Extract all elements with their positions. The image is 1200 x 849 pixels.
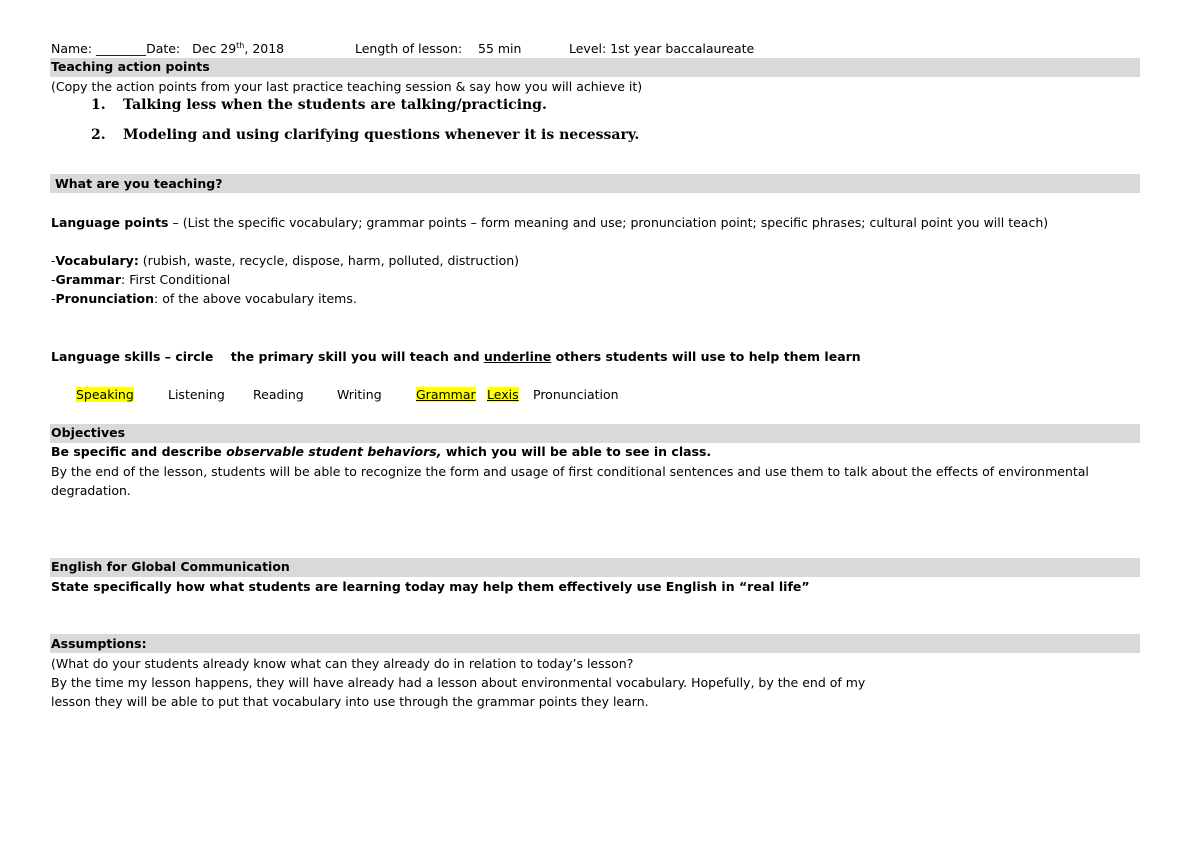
pronunciation-value: : of the above vocabulary items. <box>154 291 357 306</box>
global-title: English for Global Communication <box>51 559 290 574</box>
skill-lexis: Lexis <box>487 387 519 402</box>
pronunciation-label: Pronunciation <box>55 291 155 306</box>
language-points-note: – (List the specific vocabulary; grammar points – form meaning and use; pronunciation point; specific phrases; cultural point you will teach) <box>168 215 1049 230</box>
action-point-item <box>91 127 640 143</box>
action-points-title: Teaching action points <box>51 59 210 74</box>
global-instruction: State specifically how what students are learning today may help them effectively use English in “real life” <box>51 579 810 594</box>
skills-intro-b: others students will use to help them learn <box>551 349 861 364</box>
skill-speaking: Speaking <box>76 387 134 402</box>
objectives-instruction <box>51 444 711 459</box>
date-value: Dec 29 <box>192 41 237 57</box>
skill-reading: Reading <box>253 387 304 402</box>
header-line <box>51 41 284 56</box>
vocabulary-line: -Vocabulary: (rubish, waste, recycle, dispose, harm, polluted, distruction) <box>51 253 520 268</box>
action-point-num: 1. <box>91 97 106 113</box>
vocabulary-label: Vocabulary: <box>55 253 139 268</box>
grammar-value: : First Conditional <box>121 272 231 287</box>
length-value: 55 min <box>478 41 522 56</box>
skill-grammar: Grammar <box>416 387 476 402</box>
level-label: Level: 1st year baccalaureate <box>569 41 755 56</box>
grammar-label: Grammar <box>55 272 122 287</box>
objectives-title: Objectives <box>51 425 126 440</box>
objectives-line-1: By the end of the lesson, students will be able to recognize the form and usage of first conditional sentences and use them to talk about the effects of environmental <box>51 464 1089 479</box>
vocabulary-value: (rubish, waste, recycle, dispose, harm, polluted, distruction) <box>138 253 520 268</box>
teaching-title: What are you teaching? <box>55 176 223 191</box>
language-points-line <box>51 215 1048 230</box>
objectives-line-2: degradation. <box>51 483 131 498</box>
objectives-instr-b: which you will be able to see in class. <box>441 444 712 459</box>
action-points-band <box>50 58 1140 77</box>
length-line <box>355 41 521 56</box>
assumptions-line-2: By the time my lesson happens, they will have already had a lesson about environmental vocabulary. Hopefully, by the end of my <box>51 675 866 690</box>
language-skills-line <box>51 349 861 364</box>
assumptions-title: Assumptions: <box>51 636 147 651</box>
date-year: , 2018 <box>244 41 285 57</box>
date-suffix: th <box>236 41 245 50</box>
objectives-band <box>50 424 1140 443</box>
pronunciation-line: -Pronunciation: of the above vocabulary items. <box>51 291 357 306</box>
skill-listening: Listening <box>168 387 225 402</box>
skill-pronunciation: Pronunciation <box>533 387 619 402</box>
grammar-line: -Grammar: First Conditional <box>51 272 231 287</box>
assumptions-line-3: lesson they will be able to put that vocabulary into use through the grammar points they learn. <box>51 694 649 709</box>
name-label: Name: ________ <box>51 41 147 57</box>
skills-intro-a: Language skills – circle the primary skill you will teach and <box>51 349 484 364</box>
action-point-item <box>91 97 547 113</box>
objectives-instr-italic: observable student behaviors, <box>226 444 442 459</box>
skill-writing: Writing <box>337 387 382 402</box>
date-label: Date: <box>146 41 181 57</box>
action-point-text: Modeling and using clarifying questions whenever it is necessary. <box>123 127 640 143</box>
action-point-text: Talking less when the students are talking/practicing. <box>123 97 547 113</box>
assumptions-line-1: (What do your students already know what can they already do in relation to today’s lesson? <box>51 656 634 671</box>
length-label: Length of lesson: <box>355 41 463 56</box>
skills-intro-underline: underline <box>483 349 552 364</box>
language-points-label: Language points <box>51 215 169 230</box>
assumptions-band <box>50 634 1140 653</box>
objectives-instr-a: Be specific and describe <box>51 444 227 459</box>
action-points-note: (Copy the action points from your last practice teaching session & say how you will achieve it) <box>51 79 643 94</box>
action-point-num: 2. <box>91 127 106 143</box>
